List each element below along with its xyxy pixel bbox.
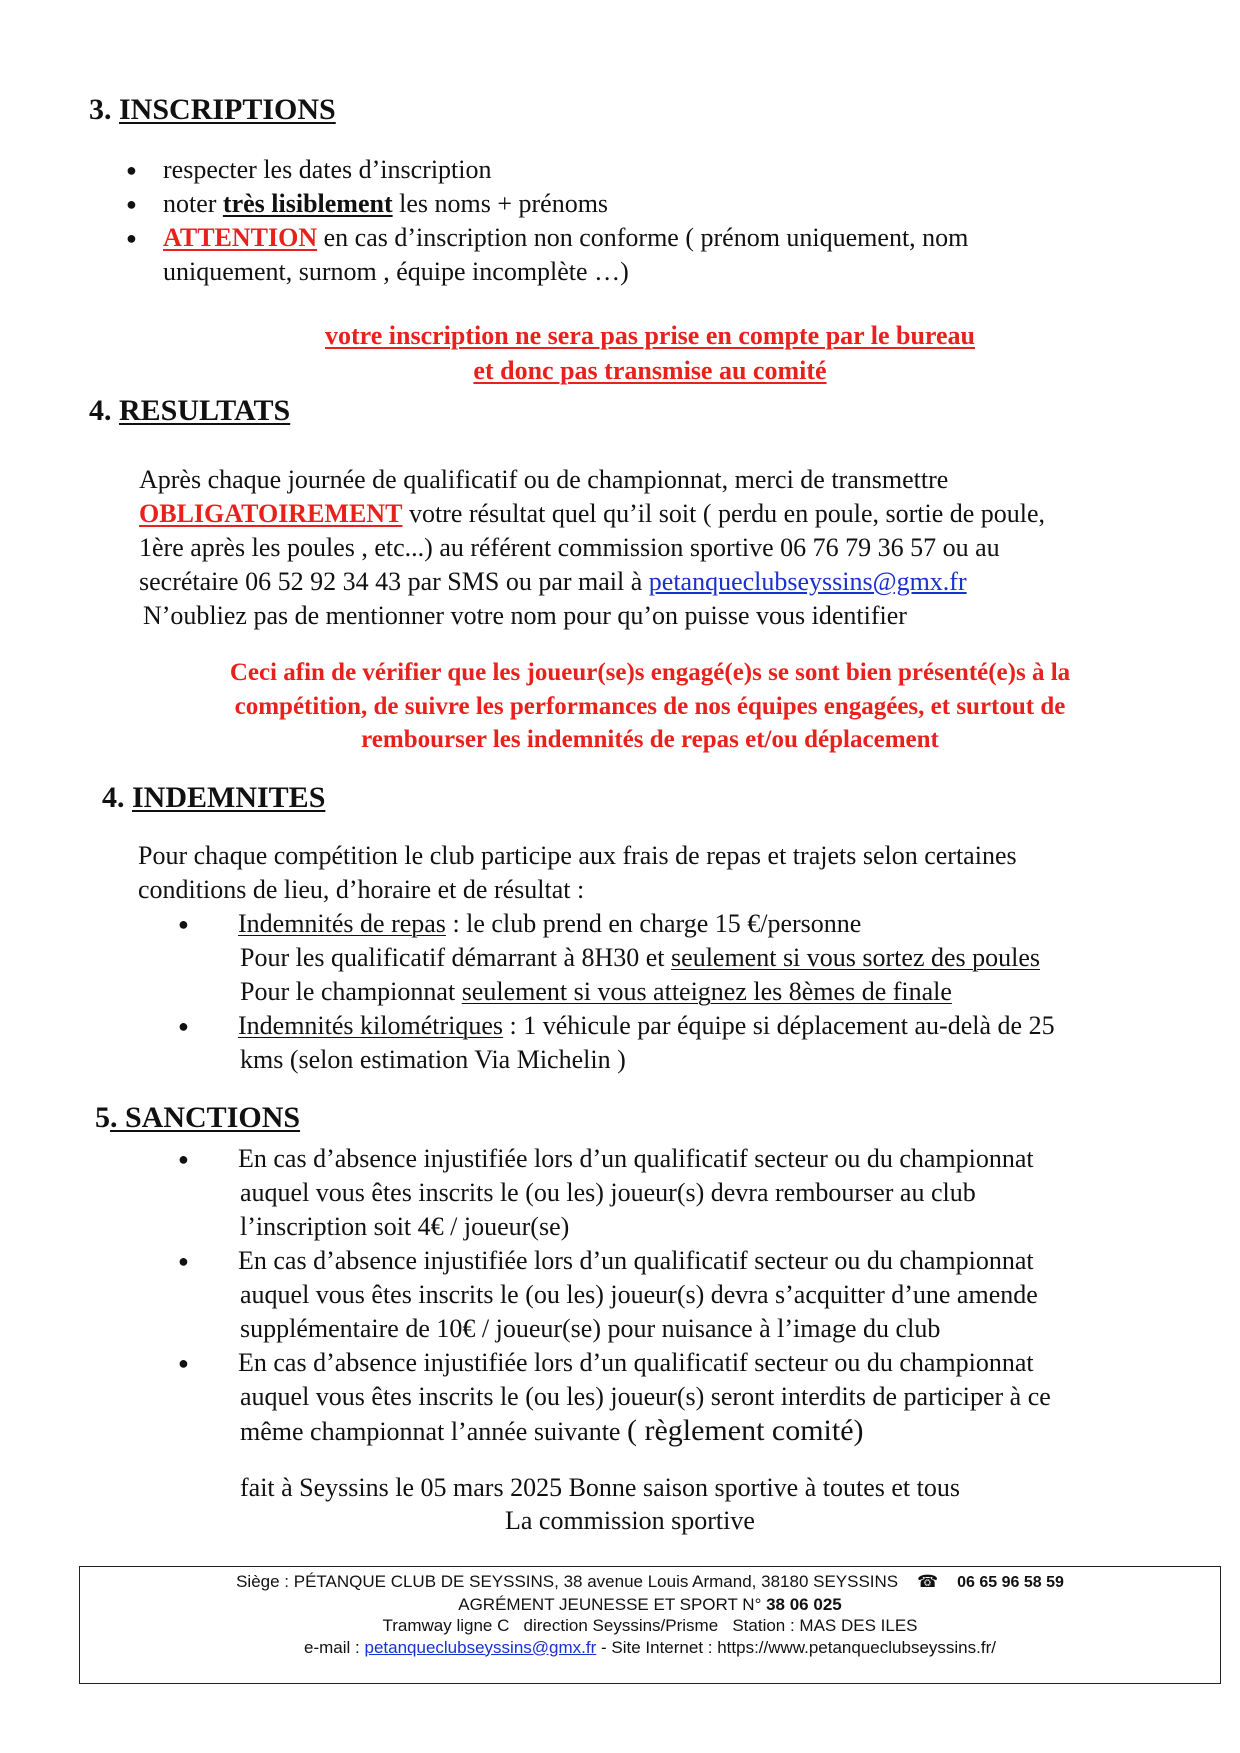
text: noter xyxy=(163,189,223,218)
text: auquel vous êtes inscrits le (ou les) joueur(s) devra s’acquitter d’une amende xyxy=(240,1280,1038,1309)
list-item xyxy=(126,187,1206,221)
bullet: ● xyxy=(178,1251,189,1271)
bullet: ● xyxy=(126,160,137,180)
warning-line: votre inscription ne sera pas prise en compte par le bureau xyxy=(325,321,975,350)
text: en cas d’inscription non conforme ( prénom uniquement, nom xyxy=(317,223,969,252)
list-item xyxy=(178,1346,1238,1452)
section-title: . SANCTIONS xyxy=(110,1101,301,1134)
bullet: ● xyxy=(178,1149,189,1169)
text: kms (selon estimation Via Michelin ) xyxy=(240,1045,626,1074)
agrement-number: 38 06 025 xyxy=(766,1594,842,1614)
indemnites-intro xyxy=(138,839,1218,907)
text: auquel vous êtes inscrits le (ou les) joueur(s) devra rembourser au club xyxy=(240,1178,976,1207)
emphasis-text: très lisiblement xyxy=(222,189,393,218)
list-item-text: respecter les dates d’inscription xyxy=(163,155,492,184)
list-item xyxy=(178,1142,1238,1244)
paragraph-line: N’oubliez pas de mentionner votre nom pour qu’on puisse vous identifier xyxy=(143,601,907,630)
section-indemnites-heading xyxy=(102,781,325,815)
email-label: e-mail : xyxy=(304,1637,365,1657)
text: : le club prend en charge 15 €/personne xyxy=(445,909,862,938)
section-4-heading xyxy=(89,394,290,428)
paragraph-line xyxy=(139,565,1219,599)
text: Pour le championnat xyxy=(240,977,462,1006)
section-number: 5 xyxy=(95,1101,110,1134)
list-item-text xyxy=(163,187,608,221)
text: uniquement, surnom , équipe incomplète …) xyxy=(163,257,629,286)
resultats-note xyxy=(150,656,1150,757)
agrement-text: AGRÉMENT JEUNESSE ET SPORT N° xyxy=(458,1594,767,1614)
section-title: INDEMNITES xyxy=(132,781,326,814)
text: auquel vous êtes inscrits le (ou les) joueur(s) seront interdits de participer à ce xyxy=(240,1382,1051,1411)
text: secrétaire 06 52 92 34 43 par SMS ou par mail à xyxy=(139,567,649,596)
underlined-term: seulement si vous atteignez les 8èmes de finale xyxy=(461,977,952,1006)
section-title: INSCRIPTIONS xyxy=(119,93,336,126)
sanctions-list xyxy=(178,1142,1238,1452)
text: même championnat l’année suivante xyxy=(240,1417,627,1446)
phone-number: 06 65 96 58 59 xyxy=(957,1574,1064,1591)
footer-address-line xyxy=(80,1571,1220,1594)
bullet: ● xyxy=(126,228,137,248)
paragraph-line: conditions de lieu, d’horaire et de résultat : xyxy=(138,875,585,904)
section-5-heading xyxy=(95,1101,300,1135)
section-title: RESULTATS xyxy=(119,394,291,427)
section-number: 4. xyxy=(102,781,125,814)
club-footer xyxy=(79,1566,1221,1684)
attention-label: ATTENTION xyxy=(163,223,318,252)
phone-icon: ☎ xyxy=(917,1572,939,1591)
paragraph-line: Pour chaque compétition le club participe aux frais de repas et trajets selon certaines xyxy=(138,841,1017,870)
inscription-warning xyxy=(280,318,1020,388)
underlined-term: Indemnités kilométriques xyxy=(238,1011,504,1040)
text: : 1 véhicule par équipe si déplacement au-delà de 25 xyxy=(503,1011,1055,1040)
section-number: 4. xyxy=(89,394,112,427)
email-link[interactable]: petanqueclubseyssins@gmx.fr xyxy=(648,567,967,596)
signature-line: La commission sportive xyxy=(505,1506,755,1535)
note-line: Ceci afin de vérifier que les joueur(se)s engagé(e)s se sont bien présenté(e)s à la xyxy=(229,659,1071,686)
list-item-text xyxy=(163,221,968,289)
bullet: ● xyxy=(178,1016,189,1036)
footer-email-link[interactable]: petanqueclubseyssins@gmx.fr xyxy=(364,1637,597,1657)
paragraph-line: Après chaque journée de qualificatif ou de championnat, merci de transmettre xyxy=(139,465,949,494)
section-3-heading xyxy=(89,93,336,127)
bullet: ● xyxy=(178,1353,189,1373)
mandatory-label: OBLIGATOIREMENT xyxy=(139,499,403,528)
paragraph-line xyxy=(139,497,1219,531)
address-text: Siège : PÉTANQUE CLUB DE SEYSSINS, 38 avenue Louis Armand, 38180 SEYSSINS xyxy=(236,1572,899,1591)
indemnites-list xyxy=(178,907,1238,1077)
text: En cas d’absence injustifiée lors d’un qualificatif secteur ou du championnat xyxy=(238,1144,1034,1173)
text: les noms + prénoms xyxy=(392,189,609,218)
warning-line: et donc pas transmise au comité xyxy=(473,356,827,385)
inscriptions-list xyxy=(126,153,1206,289)
footer-tram-line: Tramway ligne C direction Seyssins/Prisme Station : MAS DES ILES xyxy=(382,1616,918,1635)
list-item xyxy=(178,1009,1238,1077)
bullet: ● xyxy=(126,194,137,214)
note-line: rembourser les indemnités de repas et/ou déplacement xyxy=(361,726,939,753)
footer-agrement-line xyxy=(80,1594,1220,1616)
text: votre résultat quel qu’il soit ( perdu en poule, sortie de poule, xyxy=(402,499,1046,528)
note-line: compétition, de suivre les performances de nos équipes engagées, et surtout de xyxy=(234,692,1066,720)
list-item xyxy=(178,907,1238,1009)
text: Pour les qualificatif démarrant à 8H30 et xyxy=(240,943,672,972)
underlined-term: Indemnités de repas xyxy=(238,909,446,938)
text: supplémentaire de 10€ / joueur(se) pour nuisance à l’image du club xyxy=(240,1314,941,1343)
text: En cas d’absence injustifiée lors d’un qualificatif secteur ou du championnat xyxy=(238,1246,1034,1275)
bullet: ● xyxy=(178,914,189,934)
text: l’inscription soit 4€ / joueur(se) xyxy=(240,1212,570,1241)
list-item xyxy=(126,221,1206,289)
section-number: 3. xyxy=(89,93,112,126)
paragraph-line: 1ère après les poules , etc...) au référent commission sportive 06 76 79 36 57 ou au xyxy=(139,533,1000,562)
text: En cas d’absence injustifiée lors d’un qualificatif secteur ou du championnat xyxy=(238,1348,1034,1377)
footer-contact-line xyxy=(80,1637,1220,1659)
regulation-note: ( règlement comité) xyxy=(626,1414,864,1447)
list-item xyxy=(178,1244,1238,1346)
underlined-term: seulement si vous sortez des poules xyxy=(671,943,1041,972)
resultats-paragraph xyxy=(139,463,1219,633)
closing-line: fait à Seyssins le 05 mars 2025 Bonne saison sportive à toutes et tous xyxy=(240,1473,960,1502)
list-item xyxy=(126,153,1206,187)
website-text: - Site Internet : https://www.petanqueclubseyssins.fr/ xyxy=(596,1637,996,1657)
